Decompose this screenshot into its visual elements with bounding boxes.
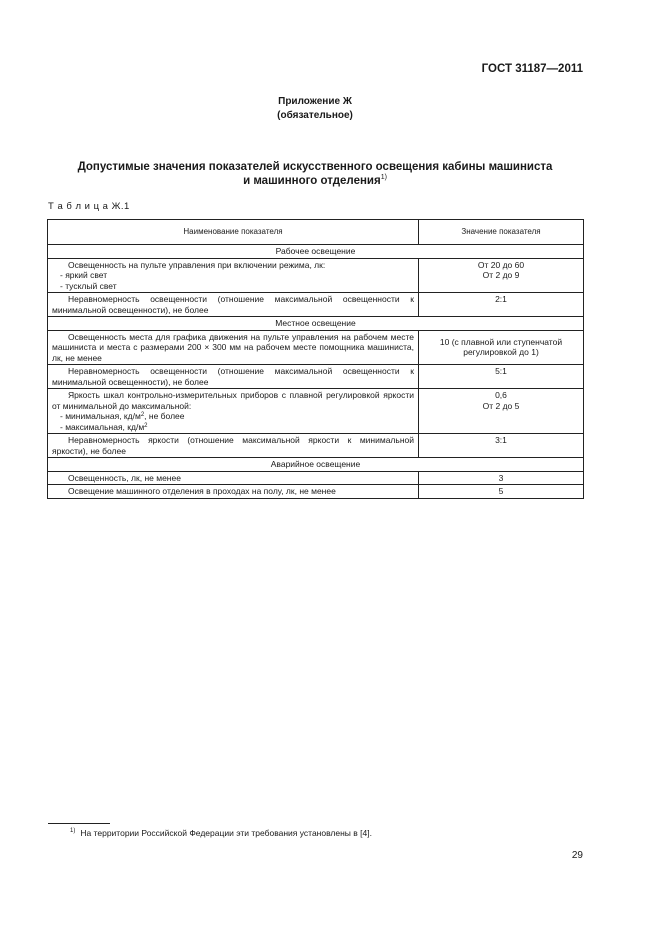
heading-footnote-mark: 1): [380, 174, 387, 181]
parameter-value: 0,6 От 2 до 5: [419, 389, 584, 434]
column-header-name: Наименование показателя: [48, 220, 419, 245]
table-row: [48, 434, 584, 458]
appendix-status: (обязательное): [277, 110, 353, 121]
parameter-value: 10 (с плавной или ступенчатой регулировкой до 1): [419, 330, 584, 365]
parameter-name: Освещенность на пульте управления при включении режима, лк: - яркий свет - тусклый свет: [48, 258, 419, 293]
parameter-name: Неравномерность яркости (отношение максимальной яркости к минимальной яркости), не более: [48, 434, 419, 458]
appendix-title: Приложение Ж: [278, 96, 352, 107]
heading-text: и машинного отделения: [243, 175, 381, 187]
section-row: [48, 458, 584, 472]
footnote-mark: 1): [70, 828, 76, 834]
document-code: ГОСТ 31187—2011: [481, 63, 583, 75]
section-row: [48, 245, 584, 259]
section-row: [48, 317, 584, 331]
section-title: Аварийное освещение: [48, 458, 584, 472]
table-header-row: [48, 220, 584, 245]
section-heading-line1: Допустимые значения показателей искусственного освещения кабины машиниста: [77, 161, 553, 173]
parameter-name: Яркость шкал контрольно-измерительных приборов с плавной регулировкой яркости от минимальной до максимальной: - минимальная, $кд/м^2$, не более - максимальная, $кд/м^2$: [48, 389, 419, 434]
table-row: [48, 330, 584, 365]
footnote-text: На территории Российской Федерации эти требования установлены в [4].: [80, 828, 372, 838]
table-caption: Т а б л и ц а Ж.1: [48, 201, 130, 212]
parameter-name: Неравномерность освещенности (отношение максимальной освещенности к минимальной освещенности), не более: [48, 365, 419, 389]
parameter-value: 2:1: [419, 293, 584, 317]
parameter-value: 3: [419, 471, 584, 485]
footnote-divider: [48, 823, 110, 824]
table-row: [48, 365, 584, 389]
column-header-value: Значение показателя: [419, 220, 584, 245]
footnote: [70, 828, 372, 838]
parameter-value: 5:1: [419, 365, 584, 389]
table-row: [48, 258, 584, 293]
parameter-name: Освещенность, лк, не менее: [48, 471, 419, 485]
parameter-value: 5: [419, 485, 584, 499]
parameter-value: 3:1: [419, 434, 584, 458]
parameter-name: Освещенность места для графика движения на пульте управления на рабочем месте машиниста и места с размерами 200 × 300 мм на рабочем месте помощника машиниста, лк, не менее: [48, 330, 419, 365]
table-row: [48, 485, 584, 499]
page-number: 29: [571, 850, 583, 861]
table-row: [48, 293, 584, 317]
section-title: Местное освещение: [48, 317, 584, 331]
table-row: [48, 389, 584, 434]
parameter-name: Неравномерность освещенности (отношение максимальной освещенности к минимальной освещенности), не более: [48, 293, 419, 317]
parameter-value: От 20 до 60 От 2 до 9: [419, 258, 584, 293]
lighting-parameters-table: [47, 219, 584, 499]
section-heading-line2: [40, 174, 590, 188]
section-title: Рабочее освещение: [48, 245, 584, 259]
table-row: [48, 471, 584, 485]
parameter-name: Освещение машинного отделения в проходах на полу, лк, не менее: [48, 485, 419, 499]
